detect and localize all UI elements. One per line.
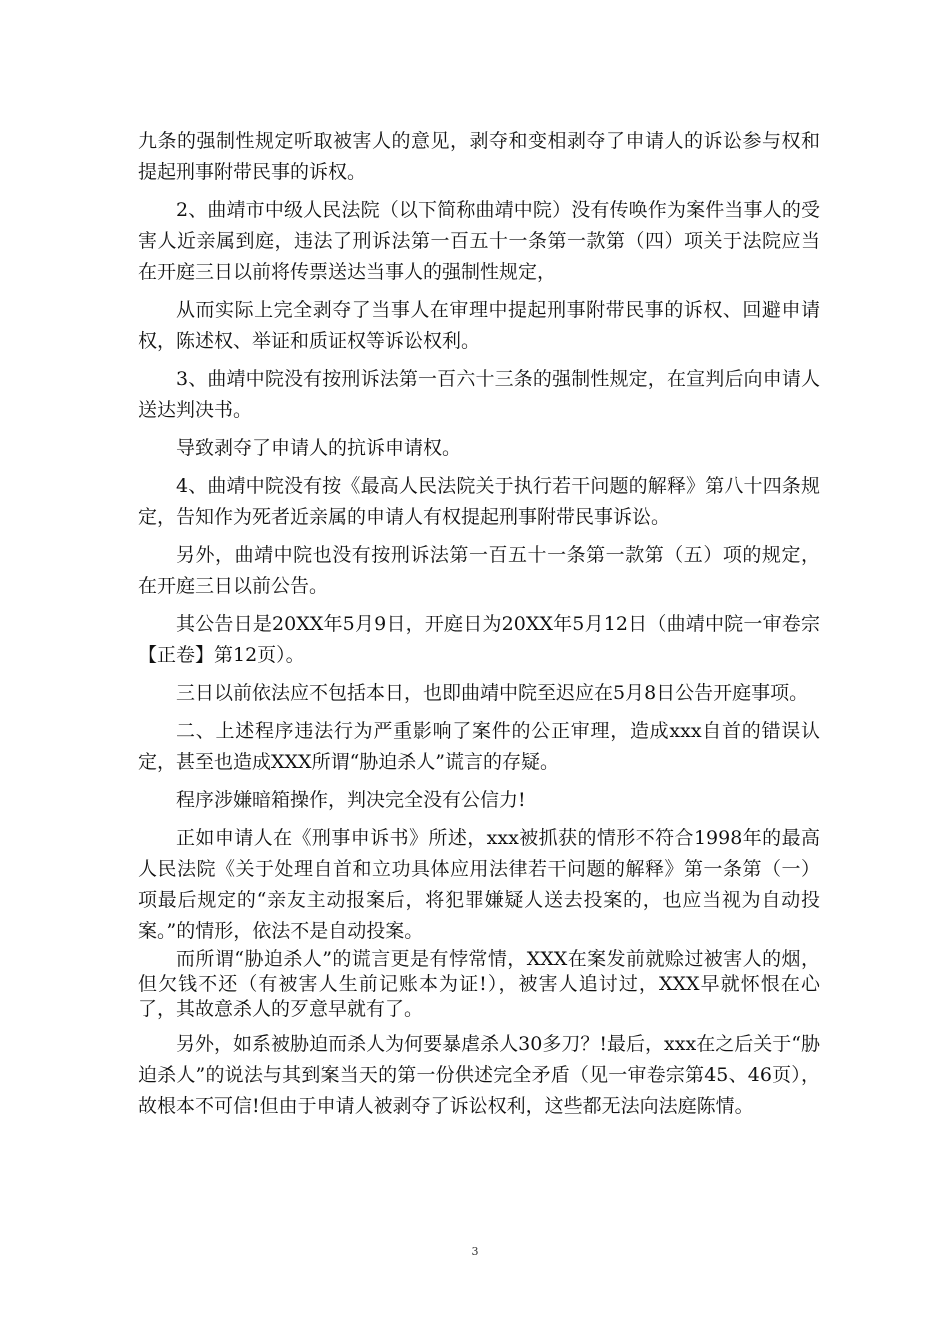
paragraph-10: 二、上述程序违法行为严重影响了案件的公正审理，造成xxx自首的错误认定，甚至也造成XXX所谓“胁迫杀人”谎言的存疑。 [138, 720, 820, 773]
paragraph-6: 4、曲靖中院没有按《最高人民法院关于执行若干问题的解释》第八十四条规定，告知作为死者近亲属的申请人有权提起刑事附带民事诉讼。 [138, 475, 820, 528]
paragraph-7: 另外，曲靖中院也没有按刑诉法第一百五十一条第一款第（五）项的规定，在开庭三日以前公告。 [138, 544, 820, 597]
paragraph-4: 3、曲靖中院没有按刑诉法第一百六十三条的强制性规定，在宣判后向申请人送达判决书。 [138, 368, 820, 421]
paragraph-5: 导致剥夺了申请人的抗诉申请权。 [176, 437, 462, 459]
paragraph-14: 另外，如系被胁迫而杀人为何要暴虐杀人30多刀？!最后，xxx在之后关于“胁迫杀人”的说法与其到案当天的第一份供述完全矛盾（见一审卷宗第45、46页），故根本不可信!但由于申请人被剥夺了诉讼权利，这些都无法向法庭陈情。 [138, 1033, 820, 1117]
page-number: 3 [471, 1245, 479, 1258]
paragraph-1: 九条的强制性规定听取被害人的意见，剥夺和变相剥夺了申请人的诉讼参与权和提起刑事附带民事的诉权。 [138, 130, 820, 183]
paragraph-13: 而所谓“胁迫杀人”的谎言更是有悖常情，XXX在案发前就赊过被害人的烟，但欠钱不还（有被害人生前记账本为证!），被害人追讨过，XXX早就怀恨在心了，其故意杀人的歹意早就有了。 [138, 948, 820, 1020]
paragraph-12: 正如申请人在《刑事申诉书》所述，xxx被抓获的情形不符合1998年的最高人民法院《关于处理自首和立功具体应用法律若干问题的解释》第一条第（一）项最后规定的“亲友主动报案后，将犯罪嫌疑人送去投案的，也应当视为自动投案。”的情形，依法不是自动投案。 [138, 827, 820, 942]
paragraph-2: 2、曲靖市中级人民法院（以下简称曲靖中院）没有传唤作为案件当事人的受害人近亲属到庭，违法了刑诉法第一百五十一条第一款第（四）项关于法院应当在开庭三日以前将传票送达当事人的强制性规定， [138, 199, 820, 283]
paragraph-11: 程序涉嫌暗箱操作，判决完全没有公信力! [176, 789, 526, 811]
paragraph-8: 其公告日是20XX年5月9日，开庭日为20XX年5月12日（曲靖中院一审卷宗【正卷】第12页）。 [138, 613, 820, 666]
paragraph-9: 三日以前依法应不包括本日，也即曲靖中院至迟应在5月8日公告开庭事项。 [176, 682, 809, 704]
paragraph-3: 从而实际上完全剥夺了当事人在审理中提起刑事附带民事的诉权、回避申请权，陈述权、举证和质证权等诉讼权利。 [138, 299, 820, 352]
document-body [138, 126, 820, 1122]
